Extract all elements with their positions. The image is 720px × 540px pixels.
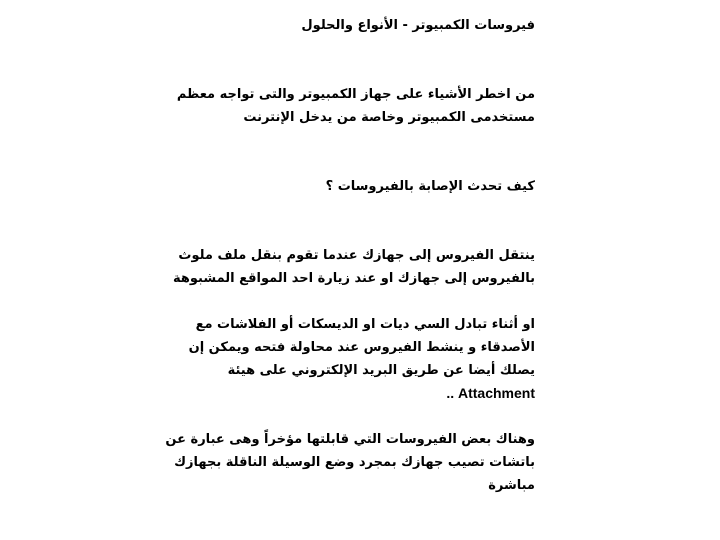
paragraph-2-line-2: الأصدقاء و ينشط الفيروس عند محاولة فتحه ويمكن إن <box>188 340 535 355</box>
paragraph-3-line-3: مباشرة <box>488 478 535 493</box>
paragraph-3-line-1: وهناك بعض الفيروسات التي قابلتها مؤخراً وهى عبارة عن <box>165 432 535 447</box>
intro-line-2: مستخدمى الكمبيوتر وخاصة من يدخل الإنترنت <box>243 110 535 125</box>
paragraph-3-line-2: باتشات تصيب جهازك بمجرد وضع الوسيلة الناقلة بجهازك <box>174 455 535 470</box>
paragraph-1 <box>160 244 535 290</box>
paragraph-1-line-1: ينتقل الفيروس إلى جهازك عندما تقوم بنقل ملف ملوث <box>178 248 535 263</box>
paragraph-3 <box>160 428 535 497</box>
intro-paragraph <box>160 83 535 129</box>
paragraph-1-line-2: بالفيروس إلى جهازك او عند زيارة احد المواقع المشبوهة <box>172 271 535 286</box>
paragraph-2 <box>160 313 535 405</box>
section-question: كيف تحدث الإصابة بالفيروسات ؟ <box>325 179 535 194</box>
document-title: فيروسات الكمبيوتر - الأنواع والحلول <box>301 18 535 33</box>
intro-line-1: من اخطر الأشياء على جهاز الكمبيوتر والتى تواجه معظم <box>176 87 535 102</box>
paragraph-2-line-1: او أثناء تبادل السي ديات او الديسكات أو الفلاشات مع <box>195 317 535 332</box>
attachment-term: Attachment .. <box>446 385 535 401</box>
paragraph-2-line-3: يصلك أيضا عن طريق البريد الإلكتروني على هيئة <box>227 363 535 378</box>
document-body <box>160 14 535 520</box>
